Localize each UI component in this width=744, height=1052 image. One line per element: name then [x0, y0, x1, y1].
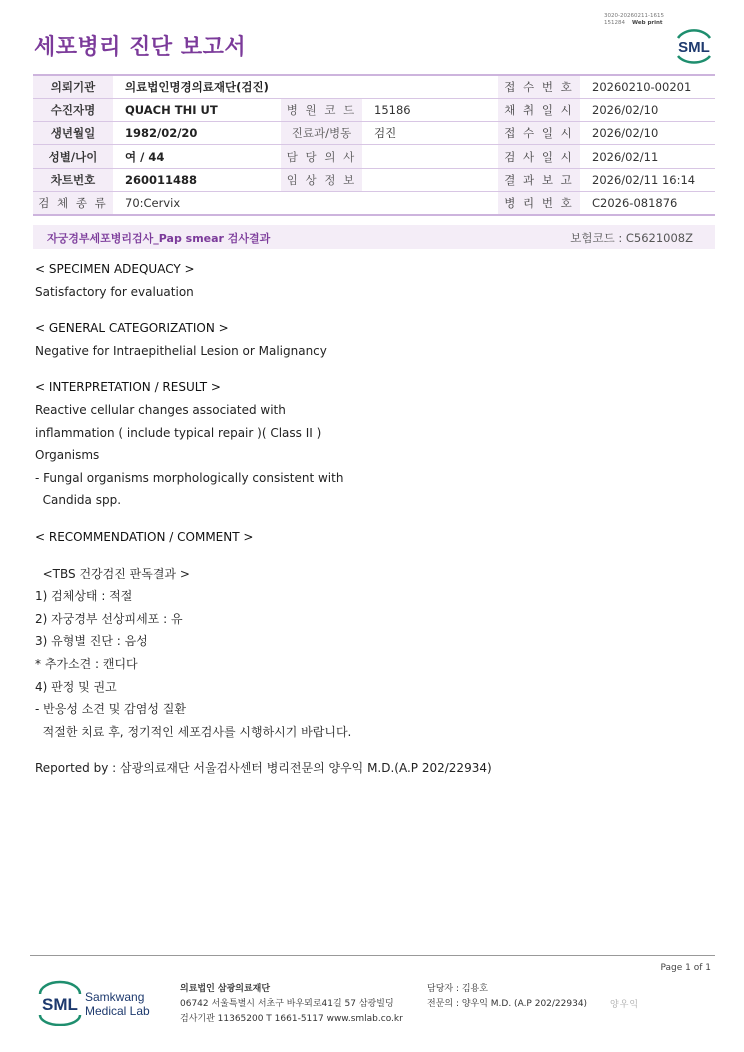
web-print-label: Web print: [632, 20, 663, 26]
receipt-date-label: 접 수 일 시: [498, 122, 580, 145]
collection-date-value: 2026/02/10: [580, 98, 715, 121]
info-row: [33, 122, 715, 145]
test-date-value: 2026/02/11: [580, 145, 715, 168]
print-code: [604, 13, 664, 27]
print-code-number: 151284: [604, 20, 626, 26]
requesting-org-value: 의료법인명경의료재단(검진): [113, 75, 498, 98]
recommendation-line: 4) 판정 및 권고: [35, 679, 117, 694]
report-body: [35, 261, 695, 783]
info-row: [33, 98, 715, 121]
result-report-value: 2026/02/11 16:14: [580, 168, 715, 191]
recommendation-heading: < RECOMMENDATION / COMMENT >: [35, 529, 254, 544]
requesting-org-label: 의뢰기관: [33, 75, 113, 98]
recommendation-line: <TBS 건강검진 판독결과 >: [35, 566, 190, 581]
footer-contact: 검사기관 11365200 T 1661-5117 www.smlab.co.kr: [180, 1014, 403, 1024]
pathology-number-label: 병 리 번 호: [498, 191, 580, 214]
birth-date-value: 1982/02/20: [113, 122, 281, 145]
report-title: 세포병리 진단 보고서: [34, 35, 247, 60]
general-categorization-heading: < GENERAL CATEGORIZATION >: [35, 321, 229, 336]
recommendation-line: - 반응성 소견 및 감염성 질환: [35, 702, 186, 717]
doctor-label: 담 당 의 사: [281, 145, 362, 168]
reported-by: Reported by : 삼광의료재단 서울검사센터 병리전문의 양우익 M.D.(A.P 202/22934): [35, 761, 492, 776]
recommendation-line: 1) 검체상태 : 적절: [35, 589, 133, 604]
signature: 양우익: [610, 1000, 640, 1010]
patient-name-label: 수진자명: [33, 98, 113, 121]
clinical-info-label: 임 상 정 보: [281, 168, 362, 191]
recommendation-line: 적절한 치료 후, 정기적인 세포검사를 시행하시기 바랍니다.: [35, 724, 352, 739]
test-date-label: 검 사 일 시: [498, 145, 580, 168]
chart-number-label: 차트번호: [33, 168, 113, 191]
chart-number-value: 260011488: [113, 168, 281, 191]
specimen-adequacy-text: Satisfactory for evaluation: [35, 284, 194, 299]
footer-specialist: 전문의 : 양우익 M.D. (A.P 202/22934): [427, 999, 588, 1009]
recommendation-line: * 추가소견 : 캔디다: [35, 656, 138, 671]
samkwang-logo-icon: [37, 980, 159, 1026]
receipt-number-label: 접 수 번 호: [498, 75, 580, 98]
interpretation-line: inflammation ( include typical repair )( Class II ): [35, 425, 322, 440]
hospital-code-value: 15186: [362, 98, 498, 121]
footer-divider: [30, 955, 715, 956]
footer-org-name: 의료법인 삼광의료재단: [180, 984, 271, 994]
receipt-number-value: 20260210-00201: [580, 75, 715, 98]
info-row: [33, 168, 715, 191]
test-header-bar: [33, 225, 715, 249]
footer-organization: [180, 982, 403, 1027]
footer-logo-sml: SML: [42, 995, 78, 1014]
footer-address: 06742 서울특별시 서초구 바우뫼로41길 57 삼광빌딩: [180, 999, 394, 1009]
specimen-type-label: 검 체 종 류: [33, 191, 113, 214]
footer-staff: [427, 982, 587, 1012]
interpretation-line: Reactive cellular changes associated with: [35, 402, 286, 417]
insurance-code: 보험코드 : C5621008Z: [570, 231, 693, 245]
result-report-label: 결 과 보 고: [498, 168, 580, 191]
print-code-line2: [604, 20, 664, 27]
sex-age-label: 성별/나이: [33, 145, 113, 168]
test-name: 자궁경부세포병리검사_Pap smear 검사결과: [47, 232, 271, 245]
department-value: 검진: [362, 122, 498, 145]
collection-date-label: 채 취 일 시: [498, 98, 580, 121]
specimen-type-value: 70:Cervix: [113, 191, 498, 214]
interpretation-line: - Fungal organisms morphologically consistent with: [35, 470, 344, 485]
birth-date-label: 생년월일: [33, 122, 113, 145]
recommendation-line: 3) 유형별 진단 : 음성: [35, 634, 148, 649]
interpretation-line: Candida spp.: [35, 493, 122, 508]
footer-logo-name2: Medical Lab: [85, 1004, 150, 1018]
specimen-adequacy-heading: < SPECIMEN ADEQUACY >: [35, 262, 195, 276]
info-row: [33, 145, 715, 168]
sml-logo-text: SML: [678, 39, 710, 56]
interpretation-line: Organisms: [35, 448, 100, 463]
interpretation-heading: < INTERPRETATION / RESULT >: [35, 380, 221, 395]
footer-logo-name1: Samkwang: [85, 990, 145, 1004]
info-row: [33, 75, 715, 98]
page-number: Page 1 of 1: [660, 963, 711, 973]
sex-age-value: 여 / 44: [113, 145, 281, 168]
footer-manager: 담당자 : 김용호: [427, 984, 488, 994]
doctor-value: [362, 145, 498, 168]
general-categorization-text: Negative for Intraepithelial Lesion or Malignancy: [35, 343, 327, 358]
pathology-number-value: C2026-081876: [580, 191, 715, 214]
recommendation-line: 2) 자궁경부 선상피세포 : 유: [35, 611, 183, 626]
patient-name-value: QUACH THI UT: [113, 98, 281, 121]
department-label: 진료과/병동: [281, 122, 362, 145]
print-code-line1: 3020-20260211-1615: [604, 13, 664, 19]
info-row: [33, 191, 715, 214]
clinical-info-value: [362, 168, 498, 191]
hospital-code-label: 병 원 코 드: [281, 98, 362, 121]
sml-logo-icon: [673, 26, 715, 66]
receipt-date-value: 2026/02/10: [580, 122, 715, 145]
patient-info-table: [33, 74, 715, 216]
